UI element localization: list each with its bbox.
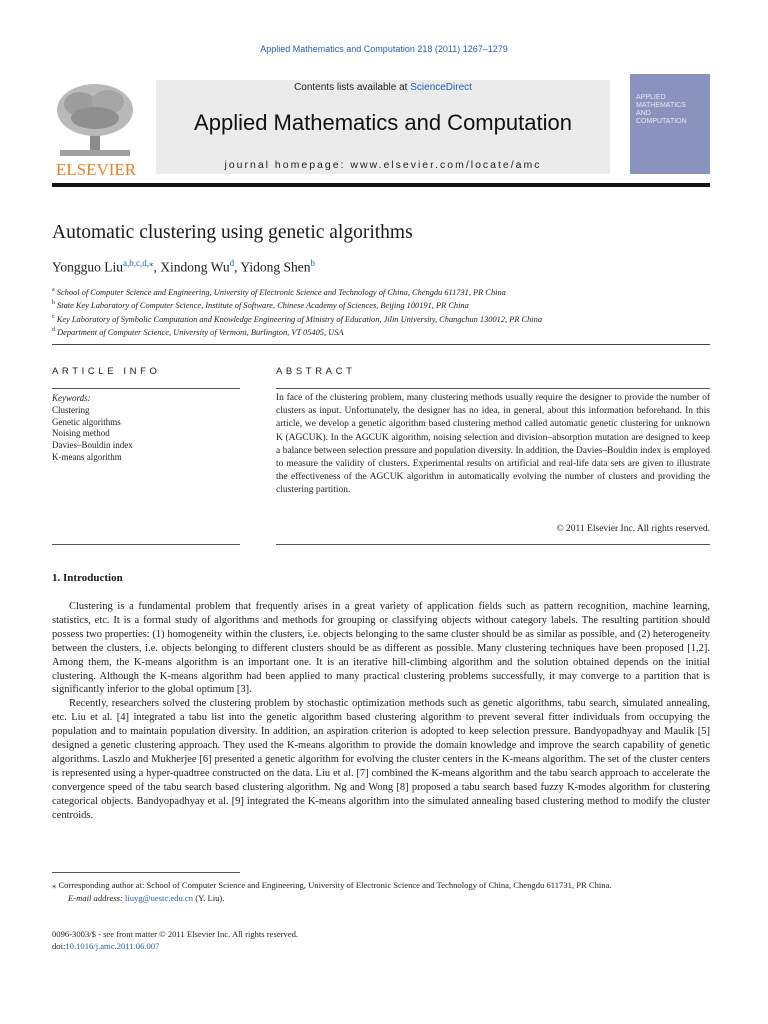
affiliation-text: State Key Laboratory of Computer Science, Institute of Software, Chinese Academy of Sciences, Beijing 100191, PR China xyxy=(57,301,469,311)
cover-line: MATHEMATICS xyxy=(636,102,686,109)
body-paragraph: Recently, researchers solved the clustering problem by stochastic optimization methods such as genetic algorithms, tabu search, simulated annealing, etc. Liu et al. [4] integrated a tabu list into the genetic algorithm based clustering algorithm to prevent several fitter individuals from occupying the population and to maintain population diversity. In addition, an aspiration criterion is adopted to keep selection pressure. Bandyopadhyay and Maulik [5] designed a genetic clustering approach. They used the K-means algorithm to provide the domain knowledge and improve the search capability of genetic algorithms. Laszlo and Mukherjee [6] presented a genetic algorithm for evolving the cluster centers in the K-means algorithm. The set of the cluster centers is represented using a hyper-quadtree constructed on the data. Liu et al. [7] combined the K-means algorithm and the tabu search approach to accelerate the convergence speed of the tabu search based clustering algorithm. Ng and Wong [8] proposed a tabu search based fuzzy K-modes algorithm for clustering categorical objects. Bandyopadhyay et al. [9] integrated the K-means algorithm into the simulated annealing based clustering method to modify the cluster centroids. xyxy=(52,698,710,821)
keywords-label: Keywords: xyxy=(52,393,91,403)
publisher-wordmark: ELSEVIER xyxy=(55,160,137,178)
affiliation-divider xyxy=(52,344,710,345)
abstract-bottom-divider xyxy=(276,544,710,545)
front-matter xyxy=(52,928,298,952)
section-heading-introduction: 1. Introduction xyxy=(52,572,123,584)
journal-homepage[interactable]: journal homepage: www.elsevier.com/locate/amc xyxy=(224,159,542,171)
keyword: Noising method xyxy=(52,428,110,439)
email-owner: (Y. Liu). xyxy=(195,892,225,903)
doi-link[interactable]: 10.1016/j.amc.2011.06.007 xyxy=(65,941,160,952)
issn-line: 0096-3003/$ - see front matter © 2011 Elsevier Inc. All rights reserved. xyxy=(52,929,299,939)
author-separator: , xyxy=(234,259,241,275)
introduction-body xyxy=(52,600,710,823)
cover-line: APPLIED xyxy=(636,94,666,101)
cover-title xyxy=(636,94,687,126)
article-info-heading: ARTICLE INFO xyxy=(52,366,161,377)
email-label: E-mail address: xyxy=(68,892,123,903)
author-separator: , xyxy=(153,259,161,275)
author-affiliation-marks[interactable]: d xyxy=(229,258,235,268)
keyword: Genetic algorithms xyxy=(52,416,121,427)
elsevier-tree-icon xyxy=(50,80,142,178)
keyword: Davies–Bouldin index xyxy=(52,440,133,451)
email-link[interactable]: liuyg@uestc.edu.cn xyxy=(124,892,194,903)
author-name[interactable]: Yidong Shen xyxy=(240,259,311,275)
affiliation xyxy=(52,298,542,311)
affiliation xyxy=(52,285,542,298)
sciencedirect-link[interactable]: ScienceDirect xyxy=(410,82,472,93)
article-info-bottom-divider xyxy=(52,544,240,545)
author-list xyxy=(52,258,315,276)
affiliation-label: b xyxy=(52,300,55,307)
abstract-divider xyxy=(276,388,710,389)
keyword: K-means algorithm xyxy=(52,451,122,462)
affiliation xyxy=(52,325,542,338)
journal-citation[interactable]: Applied Mathematics and Computation 218 (2011) 1267–1279 xyxy=(260,44,508,54)
elsevier-logo xyxy=(50,80,142,178)
corresponding-author-note: ⁎ Corresponding author at: School of Computer Science and Engineering, University of Electronic Science and Technology of China, Chengdu 611731, PR China. xyxy=(52,880,612,890)
cover-line: AND xyxy=(636,110,651,117)
keyword: Clustering xyxy=(52,404,90,415)
abstract-text: In face of the clustering problem, many clustering methods usually require the designer to provide the number of clusters as input. Unfortunately, the designer has no idea, in general, about this information beforehand. In this article, we develop a genetic algorithm based clustering method called automatic genetic clustering for unknown K (AGCUK). In the AGCUK algorithm, noising selection and division–absorption mutation are designed to keep a balance between selection pressure and population diversity. In addition, the Davies–Bouldin index is employed to measure the validity of clusters. Experimental results on artificial and real-life data sets are given to illustrate the effectiveness of the AGCUK algorithm in automatically evolving the number of clusters and providing the clustering partition. xyxy=(276,393,710,496)
affiliation-text: School of Computer Science and Engineering, University of Electronic Science and Technology of China, Chengdu 611731, PR China xyxy=(56,287,506,297)
article-info-divider xyxy=(52,388,240,389)
journal-title: Applied Mathematics and Computation xyxy=(194,110,572,135)
abstract-heading: ABSTRACT xyxy=(276,366,356,377)
affiliation xyxy=(52,312,542,325)
header-divider xyxy=(52,183,710,187)
affiliation-text: Department of Computer Science, University of Vermont, Burlington, VT 05405, USA xyxy=(57,327,344,337)
body-paragraph: Clustering is a fundamental problem that frequently arises in a great variety of application fields such as pattern recognition, machine learning, statistics, etc. It is a formal study of algorithms and methods for grouping or classifying objects without category labels. The resulting partition should possess two properties: (1) homogeneity within the clusters, i.e. objects belonging to the same cluster should be as similar as possible, and (2) heterogeneity between the clusters, i.e. objects belonging to different clusters should be as different as possible. Many clustering techniques have been proposed [1,2]. Among them, the K-means algorithm is an important one. It is an iterative hill-climbing algorithm and the solution obtained depends on the initial clustering. Although the K-means algorithm had been applied to many practical clustering problems successfully, it may converge to a partition that is significantly inferior to the global optimum [3]. xyxy=(52,601,710,696)
cover-line: COMPUTATION xyxy=(636,118,687,125)
affiliation-text: Key Laboratory of Symbolic Computation and Knowledge Engineering of Ministry of Education, Jilin University, Changchun 130012, PR China xyxy=(56,314,543,324)
abstract-copyright: © 2011 Elsevier Inc. All rights reserved. xyxy=(556,524,710,534)
author-name[interactable]: Yongguo Liu xyxy=(52,259,124,275)
affiliation-list xyxy=(52,285,542,338)
author-affiliation-marks[interactable]: a,b,c,d,⁎ xyxy=(123,258,154,268)
footnote xyxy=(52,879,710,904)
author-name[interactable]: Xindong Wu xyxy=(160,259,230,275)
keywords-block xyxy=(52,393,133,464)
contents-prefix: Contents lists available at xyxy=(294,82,411,93)
contents-line xyxy=(156,82,610,93)
footnote-divider xyxy=(52,872,240,873)
doi-line xyxy=(52,940,298,952)
affiliation-label: a xyxy=(52,287,55,293)
article-title: Automatic clustering using genetic algorithms xyxy=(52,222,413,243)
email-line xyxy=(52,892,710,905)
journal-cover-thumbnail xyxy=(630,74,710,174)
affiliation-label: d xyxy=(52,326,55,333)
affiliation-label: c xyxy=(52,313,55,320)
doi-label: doi: xyxy=(52,941,66,952)
author-affiliation-marks[interactable]: b xyxy=(310,258,316,268)
